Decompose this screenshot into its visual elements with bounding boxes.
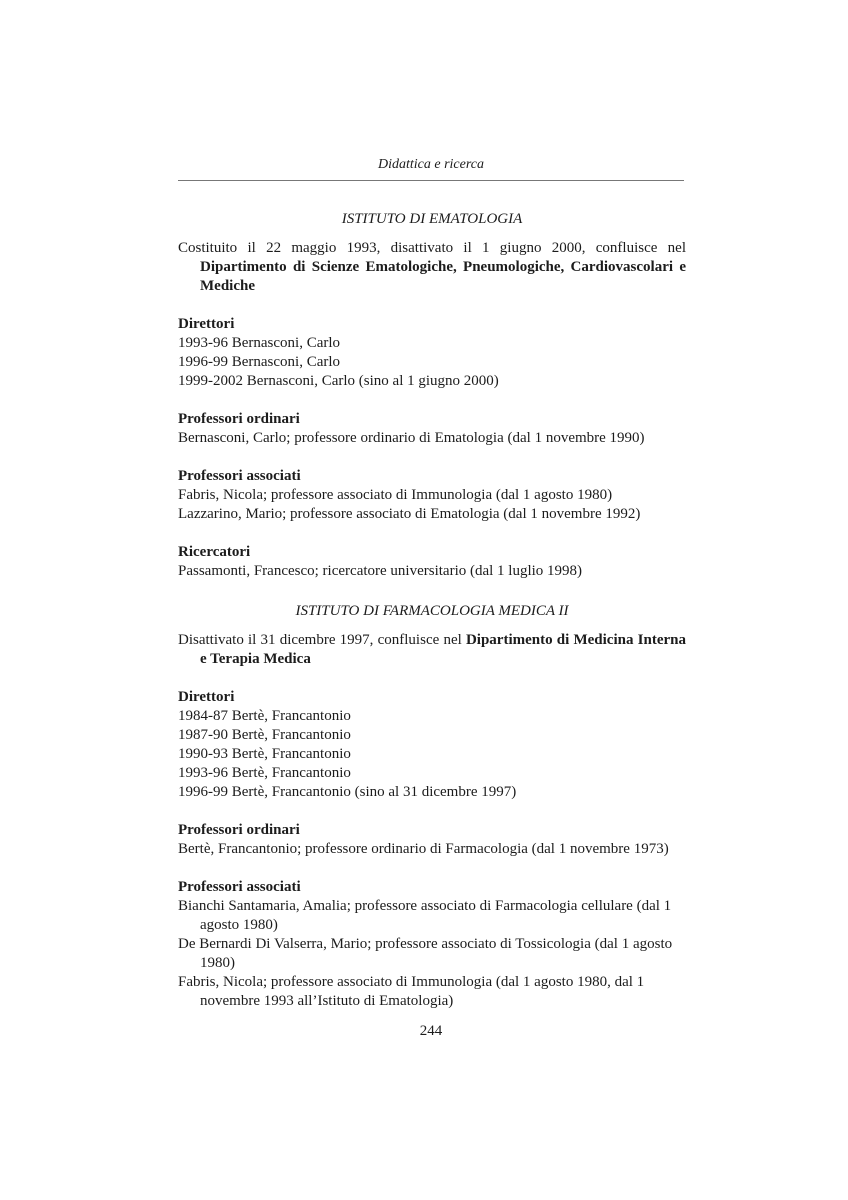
intro-text: Costituito il 22 maggio 1993, disattivato il 1 giugno 2000, confluisce nel — [178, 240, 686, 256]
list-item: De Bernardi Di Valserra, Mario; professore associato di Tossicologia (dal 1 agosto 1980) — [178, 936, 673, 971]
department-name: Dipartimento di Scienze Ematologiche, Pneumologiche, Cardiovascolari e Mediche — [200, 259, 686, 294]
institute-ematologia — [178, 210, 686, 581]
list-item: 1990-93 Bertè, Francantonio — [178, 746, 351, 762]
section-heading: Direttori — [178, 316, 235, 332]
institute-intro — [178, 631, 686, 669]
associati-section — [178, 878, 686, 1011]
institute-intro — [178, 239, 686, 296]
list-item: 1984-87 Bertè, Francantonio — [178, 708, 351, 724]
list-item: 1987-90 Bertè, Francantonio — [178, 727, 351, 743]
running-header: Didattica e ricerca — [377, 157, 484, 172]
intro-text: Disattivato il 31 dicembre 1997, confluisce nel — [178, 632, 466, 648]
ordinari-section — [178, 410, 686, 448]
direttori-section — [178, 688, 686, 802]
section-heading: Professori associati — [178, 468, 301, 484]
list-item: Lazzarino, Mario; professore associato di Ematologia (dal 1 novembre 1992) — [178, 506, 641, 522]
section-heading: Professori ordinari — [178, 822, 300, 838]
section-heading: Professori associati — [178, 879, 301, 895]
department-name: Dipartimento di Medicina Interna e Terapia Medica — [200, 632, 686, 667]
direttori-section — [178, 315, 686, 391]
list-item: Bernasconi, Carlo; professore ordinario di Ematologia (dal 1 novembre 1990) — [178, 430, 645, 446]
header-rule — [178, 180, 684, 181]
ordinari-section — [178, 821, 686, 859]
list-item: Fabris, Nicola; professore associato di Immunologia (dal 1 agosto 1980, dal 1 novembre 1993 all’Istituto di Ematologia) — [178, 974, 645, 1009]
list-item: Passamonti, Francesco; ricercatore universitario (dal 1 luglio 1998) — [178, 563, 583, 579]
section-heading: Direttori — [178, 689, 235, 705]
section-heading: Ricercatori — [178, 544, 251, 560]
list-item: 1993-96 Bertè, Francantonio — [178, 765, 351, 781]
associati-section — [178, 467, 686, 524]
list-item: Fabris, Nicola; professore associato di Immunologia (dal 1 agosto 1980) — [178, 487, 613, 503]
institute-title: ISTITUTO DI FARMACOLOGIA MEDICA II — [295, 603, 569, 619]
list-item: 1993-96 Bernasconi, Carlo — [178, 335, 341, 351]
list-item: 1999-2002 Bernasconi, Carlo (sino al 1 giugno 2000) — [178, 373, 499, 389]
ricercatori-section — [178, 543, 686, 581]
institute-farmacologia — [178, 602, 686, 1011]
page-content — [178, 210, 686, 1011]
institute-title: ISTITUTO DI EMATOLOGIA — [341, 211, 523, 227]
page-number: 244 — [419, 1023, 443, 1039]
list-item: Bertè, Francantonio; professore ordinario di Farmacologia (dal 1 novembre 1973) — [178, 841, 669, 857]
list-item: 1996-99 Bernasconi, Carlo — [178, 354, 341, 370]
list-item: Bianchi Santamaria, Amalia; professore associato di Farmacologia cellulare (dal 1 agosto 1980) — [178, 898, 672, 933]
list-item: 1996-99 Bertè, Francantonio (sino al 31 dicembre 1997) — [178, 784, 517, 800]
section-heading: Professori ordinari — [178, 411, 300, 427]
